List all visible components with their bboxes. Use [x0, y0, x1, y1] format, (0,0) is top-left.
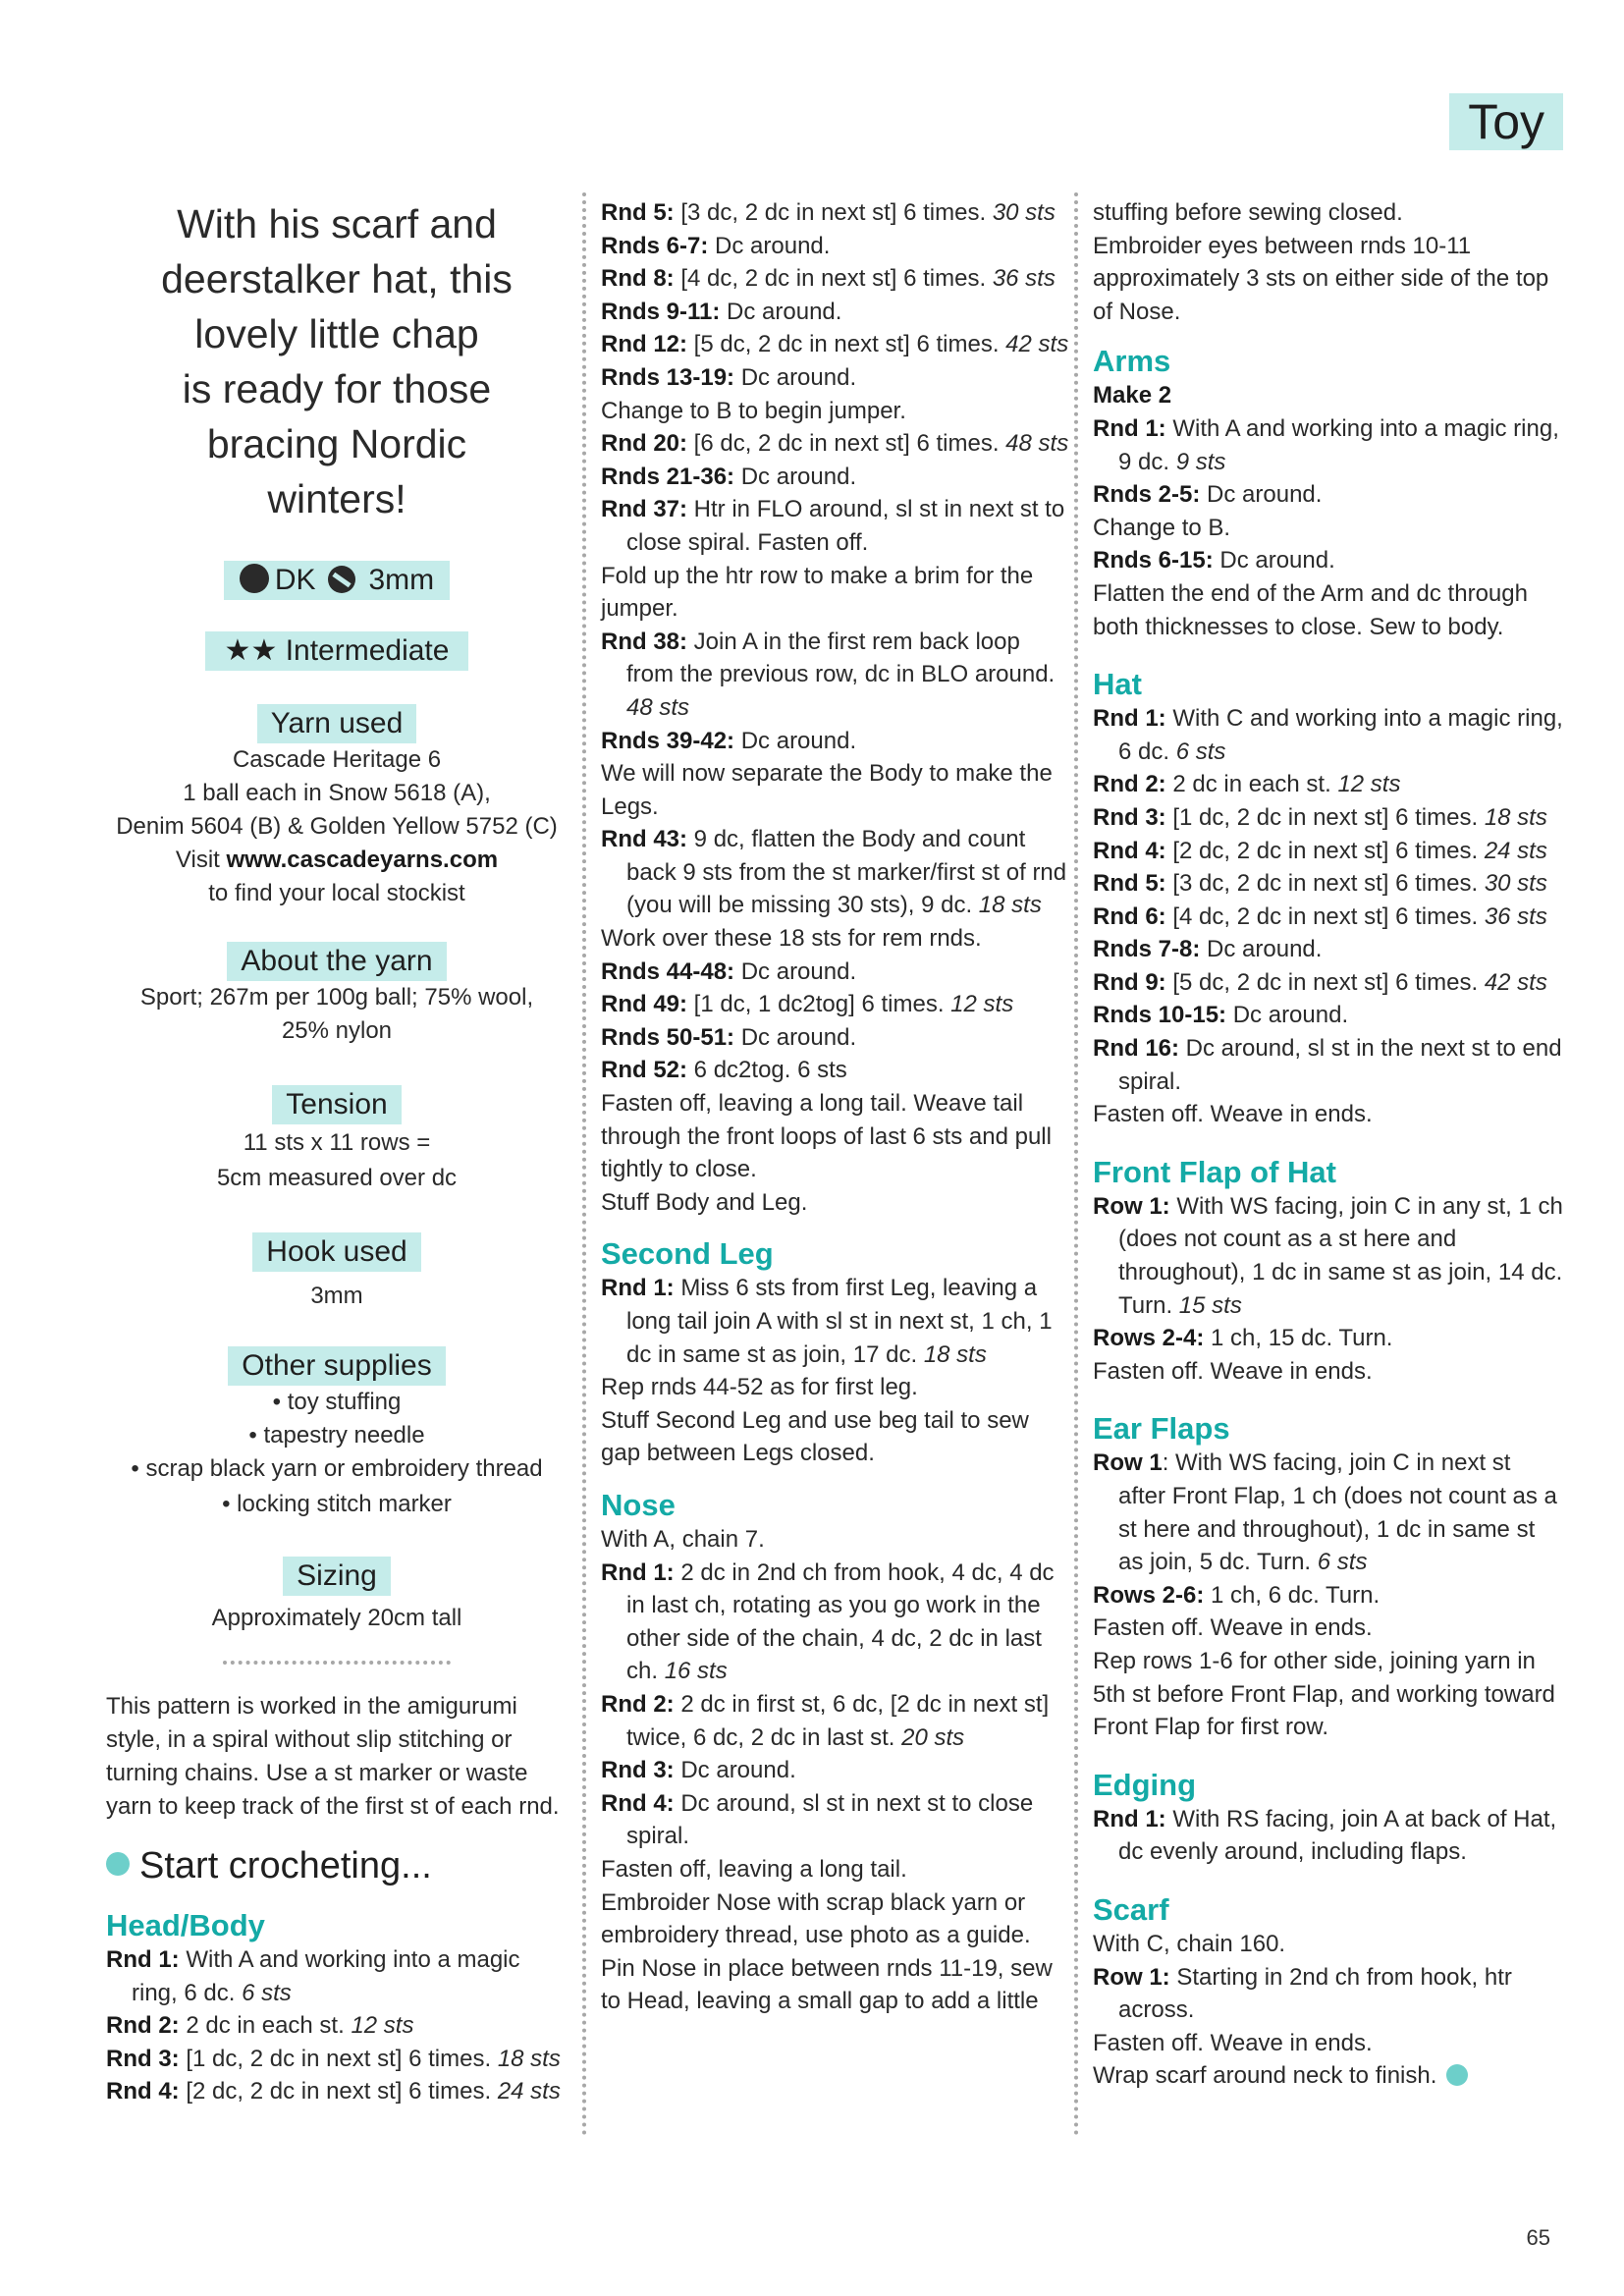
instruction-line: Make 2: [1093, 382, 1172, 410]
section-heading: Scarf: [1093, 1891, 1169, 1927]
instruction-line: Rnd 4: Dc around, sl st in next st to close spiral.: [601, 1789, 1034, 1850]
scarf-instructions: [1093, 1928, 1564, 2093]
list-item: • scrap black yarn or embroidery thread: [131, 1455, 543, 1482]
yarn-ball-icon: [106, 1852, 130, 1876]
nose-instructions-cont: [1093, 196, 1564, 328]
instruction-line: Rnd 9: [5 dc, 2 dc in next st] 6 times. 42 sts: [1093, 968, 1547, 996]
instruction-line: With A, chain 7.: [601, 1525, 765, 1553]
list-item: • toy stuffing: [272, 1389, 402, 1415]
list-item: • locking stitch marker: [222, 1491, 452, 1517]
instruction-line: Rnd 49: [1 dc, 1 dc2tog] 6 times. 12 sts: [601, 991, 1014, 1018]
instruction-line: Rnd 2: 2 dc in each st. 12 sts: [1093, 771, 1401, 798]
sizing-text: Approximately 20cm tall: [211, 1605, 462, 1631]
instruction-line: Rnds 6-15: Dc around.: [1093, 547, 1335, 574]
arms-instructions: [1093, 379, 1564, 643]
instruction-line: Rnd 2: 2 dc in first st, 6 dc, [2 dc in next st] twice, 6 dc, 2 dc in last st. 20 sts: [601, 1690, 1050, 1751]
column-divider: [1074, 192, 1078, 2137]
yarn-link[interactable]: www.cascadeyarns.com: [226, 847, 499, 873]
instruction-line: Rnd 1: With C and working into a magic ring, 6 dc. 6 sts: [1093, 705, 1563, 765]
instruction-line: We will now separate the Body to make the Legs.: [601, 760, 1053, 820]
instruction-line: stuffing before sewing closed.: [1093, 199, 1403, 226]
section-heading: Ear Flaps: [1093, 1411, 1230, 1447]
instruction-line: Rnd 20: [6 dc, 2 dc in next st] 6 times. 48 sts: [601, 430, 1069, 458]
instruction-line: Fasten off. Weave in ends.: [1093, 1101, 1373, 1128]
section-heading: Nose: [601, 1487, 676, 1522]
instruction-line: Rnd 43: 9 dc, flatten the Body and count back 9 sts from the st marker/first st of rnd (you will be missing 30 sts), 9 dc. 18 sts: [601, 826, 1067, 919]
section-heading: Head/Body: [106, 1908, 265, 1942]
second-leg-instructions: [601, 1272, 1069, 1470]
other-supplies-list: [106, 1386, 568, 1521]
instruction-line: Fasten off, leaving a long tail. Weave tail through the front loops of last 6 sts and pull tightly to close.: [601, 1090, 1052, 1183]
about-yarn-text: Sport; 267m per 100g ball; 75% wool, 25% nylon: [139, 984, 534, 1044]
hook-used-title: Hook used: [252, 1232, 420, 1272]
instruction-line: Embroider Nose with scrap black yarn or embroidery thread, use photo as a guide.: [601, 1888, 1031, 1949]
weight-hook-row: [106, 561, 568, 600]
instruction-line: Rnd 1: 2 dc in 2nd ch from hook, 4 dc, 4 dc in last ch, rotating as you go work in the other side of the chain, 4 dc, 2 dc in last ch. 16 sts: [601, 1558, 1055, 1685]
instruction-line: Fasten off. Weave in ends.: [1093, 1614, 1373, 1642]
instruction-line: Rnds 7-8: Dc around.: [1093, 936, 1323, 963]
pattern-column-2: [601, 196, 1069, 2018]
edging-instructions: [1093, 1803, 1564, 1869]
instruction-line: Rnds 21-36: Dc around.: [601, 463, 857, 490]
instruction-line: Rnds 44-48: Dc around.: [601, 957, 857, 985]
hook-size: 3mm: [368, 564, 435, 596]
instruction-line: Change to B.: [1093, 514, 1231, 541]
instruction-line: Rnd 6: [4 dc, 2 dc in next st] 6 times. 36 sts: [1093, 902, 1547, 930]
section-heading: Second Leg: [601, 1236, 774, 1272]
ear-flaps-instructions: [1093, 1447, 1564, 1743]
start-heading: Start crocheting...: [106, 1841, 568, 1890]
front-flap-instructions: [1093, 1190, 1564, 1389]
yarn-used-title: Yarn used: [257, 704, 417, 743]
instruction-line: Rnds 2-5: Dc around.: [1093, 481, 1323, 509]
instruction-line: Row 1: With WS facing, join C in next st after Front Flap, 1 ch (does not count as a st here and throughout), 1 dc in same st as join, 5 dc. Turn. 6 sts: [1093, 1449, 1557, 1576]
instruction-line: Change to B to begin jumper.: [601, 397, 906, 424]
instruction-line: Rep rows 1-6 for other side, joining yarn in 5th st before Front Flap, and working toward Front Flap for first row.: [1093, 1647, 1555, 1741]
instruction-line: Fasten off, leaving a long tail.: [601, 1855, 907, 1883]
instruction-line: Rnds 9-11: Dc around.: [601, 298, 842, 325]
yarn-ball-icon: [240, 564, 269, 593]
instruction-line: Row 1: Starting in 2nd ch from hook, htr across.: [1093, 1963, 1512, 2024]
instruction-line: Wrap scarf around neck to finish.: [1093, 2059, 1564, 2093]
other-supplies-title: Other supplies: [228, 1346, 445, 1386]
instruction-line: Rnd 5: [3 dc, 2 dc in next st] 6 times. 30 sts: [601, 199, 1056, 226]
tension-text: 11 sts x 11 rows = 5cm measured over dc: [216, 1129, 458, 1191]
tension-title: Tension: [272, 1085, 401, 1124]
instruction-line: Fold up the htr row to make a brim for the jumper.: [601, 562, 1034, 623]
instruction-line: Rnd 3: [1 dc, 2 dc in next st] 6 times. 18 sts: [106, 2045, 561, 2072]
instruction-line: Fasten off. Weave in ends.: [1093, 1357, 1373, 1385]
instruction-line: Rnds 13-19: Dc around.: [601, 363, 857, 391]
instruction-line: Embroider eyes between rnds 10-11 approximately 3 sts on either side of the top of Nose.: [1093, 232, 1549, 325]
intro-text: With his scarf and deerstalker hat, this lovely little chap is ready for those bracing Nordic winters!: [161, 201, 513, 521]
column-divider: [582, 192, 586, 2137]
instruction-line: Rnd 5: [3 dc, 2 dc in next st] 6 times. 30 sts: [1093, 870, 1547, 898]
about-yarn-title: About the yarn: [227, 942, 446, 981]
section-heading: Front Flap of Hat: [1093, 1154, 1336, 1189]
section-heading: Arms: [1093, 344, 1171, 379]
divider: [223, 1661, 451, 1665]
instruction-line: Rnd 1: With A and working into a magic ring, 9 dc. 9 sts: [1093, 414, 1559, 475]
instruction-line: Rnd 12: [5 dc, 2 dc in next st] 6 times. 42 sts: [601, 331, 1069, 358]
instruction-line: Rnd 8: [4 dc, 2 dc in next st] 6 times. 36 sts: [601, 265, 1056, 293]
instruction-line: Rnd 52: 6 dc2tog. 6 sts: [601, 1057, 847, 1084]
section-heading: Hat: [1093, 667, 1142, 702]
yarn-used-text: Cascade Heritage 6 1 ball each in Snow 5618 (A), Denim 5604 (B) & Golden Yellow 5752 (C) Visit www.cascadeyarns.com to find your local stockist: [116, 746, 558, 906]
pattern-column-3: [1093, 196, 1564, 2093]
yarn-weight: DK: [274, 564, 316, 596]
instruction-line: Rnds 6-7: Dc around.: [601, 232, 831, 259]
instruction-line: Rnd 3: [1 dc, 2 dc in next st] 6 times. 18 sts: [1093, 803, 1547, 831]
section-heading: Edging: [1093, 1767, 1197, 1802]
instruction-line: Rnd 37: Htr in FLO around, sl st in next st to close spiral. Fasten off.: [601, 496, 1065, 556]
instruction-line: Row 1: With WS facing, join C in any st, 1 ch (does not count as a st here and throughout), 1 dc in same st as join, 14 dc. Turn. 15 sts: [1093, 1192, 1563, 1319]
instruction-line: Stuff Second Leg and use beg tail to sew gap between Legs closed.: [601, 1406, 1029, 1467]
pattern-note: This pattern is worked in the amigurumi style, in a spiral without slip stitching or turning chains. Use a st marker or waste yarn to keep track of the first st of each rnd.: [106, 1693, 560, 1820]
hook-used-text: 3mm: [310, 1283, 363, 1309]
end-ball-icon: [1446, 2064, 1468, 2086]
head-body-instructions: [106, 1943, 568, 2108]
instruction-line: Rows 2-6: 1 ch, 6 dc. Turn.: [1093, 1581, 1380, 1609]
info-column: [106, 196, 568, 2108]
instruction-line: Rnd 1: With RS facing, join A at back of Hat, dc evenly around, including flaps.: [1093, 1805, 1557, 1866]
instruction-line: Work over these 18 sts for rem rnds.: [601, 925, 982, 953]
instruction-line: Rnd 2: 2 dc in each st. 12 sts: [106, 2012, 414, 2040]
difficulty-stars-icon: ★★: [224, 634, 278, 667]
instruction-line: Rnd 38: Join A in the first rem back loop from the previous row, dc in BLO around. 48 sts: [601, 628, 1056, 721]
instruction-line: Rnd 16: Dc around, sl st in the next st to end spiral.: [1093, 1035, 1562, 1095]
instruction-line: Rnd 4: [2 dc, 2 dc in next st] 6 times. 24 sts: [106, 2078, 561, 2105]
hook-icon: [328, 566, 355, 593]
nose-instructions: [601, 1523, 1069, 2018]
section-tag: Toy: [1449, 93, 1563, 150]
instruction-line: Rep rnds 44-52 as for first leg.: [601, 1374, 918, 1401]
sizing-title: Sizing: [283, 1557, 391, 1596]
hat-instructions: [1093, 702, 1564, 1131]
page-number: 65: [1526, 2225, 1550, 2250]
instruction-line: Fasten off. Weave in ends.: [1093, 2029, 1373, 2056]
instruction-line: Rnd 1: Miss 6 sts from first Leg, leaving a long tail join A with sl st in next st, 1 ch, 1 dc in same st as join, 17 dc. 18 sts: [601, 1275, 1053, 1368]
instruction-line: Stuff Body and Leg.: [601, 1188, 808, 1216]
instruction-line: Rows 2-4: 1 ch, 15 dc. Turn.: [1093, 1325, 1393, 1352]
difficulty-row: [106, 631, 568, 671]
instruction-line: Rnds 10-15: Dc around.: [1093, 1002, 1349, 1029]
instruction-line: Rnd 4: [2 dc, 2 dc in next st] 6 times. 24 sts: [1093, 837, 1547, 864]
instruction-line: Rnds 50-51: Dc around.: [601, 1023, 857, 1051]
instruction-line: Rnd 1: With A and working into a magic ring, 6 dc. 6 sts: [106, 1946, 520, 2006]
instruction-line: Flatten the end of the Arm and dc through both thicknesses to close. Sew to body.: [1093, 579, 1528, 640]
instruction-line: With C, chain 160.: [1093, 1930, 1286, 1957]
list-item: • tapestry needle: [248, 1422, 425, 1449]
instruction-line: Rnd 3: Dc around.: [601, 1757, 796, 1784]
head-body-instructions-cont: [601, 196, 1069, 1219]
difficulty-label: Intermediate: [285, 634, 450, 667]
instruction-line: Pin Nose in place between rnds 11-19, sew to Head, leaving a small gap to add a little: [601, 1954, 1053, 2015]
instruction-line: Rnds 39-42: Dc around.: [601, 727, 857, 754]
